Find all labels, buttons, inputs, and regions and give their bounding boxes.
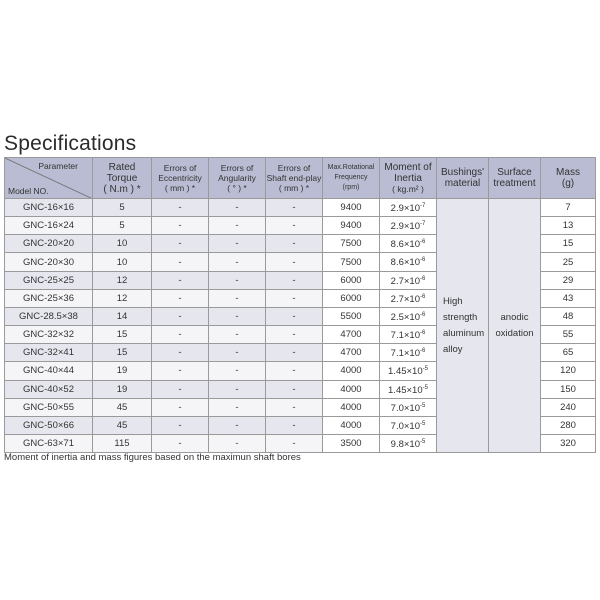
eccentricity-cell: -: [152, 435, 209, 453]
torque-cell: 45: [93, 416, 152, 434]
inertia-cell: $8.6\times 10^{-6}$: [380, 235, 437, 253]
page-title: Specifications: [4, 132, 137, 155]
rpm-cell: 9400: [323, 217, 380, 235]
torque-cell: 19: [93, 362, 152, 380]
torque-cell: 15: [93, 344, 152, 362]
model-cell: GNC-16×16: [5, 199, 93, 217]
model-cell: GNC-50×66: [5, 416, 93, 434]
rpm-cell: 6000: [323, 289, 380, 307]
angularity-cell: -: [209, 217, 266, 235]
rpm-cell: 4000: [323, 362, 380, 380]
endplay-cell: -: [266, 416, 323, 434]
model-cell: GNC-40×52: [5, 380, 93, 398]
rpm-cell: 4000: [323, 380, 380, 398]
endplay-cell: -: [266, 362, 323, 380]
rpm-cell: 3500: [323, 435, 380, 453]
mass-cell: 280: [541, 416, 596, 434]
rpm-cell: 4000: [323, 416, 380, 434]
rpm-cell: 4700: [323, 326, 380, 344]
header-inertia: Moment of Inertia ( kg.m² ): [380, 158, 437, 199]
inertia-cell: $9.8\times 10^{-5}$: [380, 435, 437, 453]
endplay-cell: -: [266, 307, 323, 325]
mass-cell: 15: [541, 235, 596, 253]
model-cell: GNC-50×55: [5, 398, 93, 416]
header-endplay: Errors of Shaft end-play ( mm ) *: [266, 158, 323, 199]
rpm-cell: 5500: [323, 307, 380, 325]
inertia-cell: $2.7\times 10^{-6}$: [380, 289, 437, 307]
mass-cell: 150: [541, 380, 596, 398]
eccentricity-cell: -: [152, 217, 209, 235]
mass-cell: 13: [541, 217, 596, 235]
model-cell: GNC-25×36: [5, 289, 93, 307]
torque-cell: 115: [93, 435, 152, 453]
model-cell: GNC-16×24: [5, 217, 93, 235]
model-cell: GNC-63×71: [5, 435, 93, 453]
torque-cell: 19: [93, 380, 152, 398]
angularity-cell: -: [209, 362, 266, 380]
header-surface: Surface treatment: [489, 158, 541, 199]
inertia-cell: $2.5\times 10^{-6}$: [380, 307, 437, 325]
model-cell: GNC-40×44: [5, 362, 93, 380]
eccentricity-cell: -: [152, 289, 209, 307]
rpm-cell: 4000: [323, 398, 380, 416]
rpm-cell: 4700: [323, 344, 380, 362]
angularity-cell: -: [209, 398, 266, 416]
angularity-cell: -: [209, 307, 266, 325]
mass-cell: 48: [541, 307, 596, 325]
eccentricity-cell: -: [152, 199, 209, 217]
endplay-cell: -: [266, 289, 323, 307]
model-cell: GNC-20×30: [5, 253, 93, 271]
endplay-cell: -: [266, 235, 323, 253]
torque-cell: 45: [93, 398, 152, 416]
endplay-cell: -: [266, 253, 323, 271]
torque-cell: 14: [93, 307, 152, 325]
model-cell: GNC-20×20: [5, 235, 93, 253]
inertia-cell: $2.9\times 10^{-7}$: [380, 199, 437, 217]
torque-cell: 15: [93, 326, 152, 344]
endplay-cell: -: [266, 217, 323, 235]
rpm-cell: 7500: [323, 253, 380, 271]
angularity-cell: -: [209, 380, 266, 398]
endplay-cell: -: [266, 398, 323, 416]
mass-cell: 320: [541, 435, 596, 453]
endplay-cell: -: [266, 199, 323, 217]
torque-cell: 10: [93, 253, 152, 271]
model-cell: GNC-32×32: [5, 326, 93, 344]
rpm-cell: 7500: [323, 235, 380, 253]
angularity-cell: -: [209, 235, 266, 253]
angularity-cell: -: [209, 416, 266, 434]
eccentricity-cell: -: [152, 271, 209, 289]
endplay-cell: -: [266, 271, 323, 289]
header-rated-torque: Rated Torque ( N.m ) *: [93, 158, 152, 199]
surface-treatment-cell: anodic oxidation: [489, 199, 541, 453]
angularity-cell: -: [209, 326, 266, 344]
footnote: Moment of inertia and mass figures based on the maximun shaft bores: [4, 452, 301, 463]
torque-cell: 10: [93, 235, 152, 253]
model-cell: GNC-28.5×38: [5, 307, 93, 325]
header-parameter: Parameter: [38, 161, 78, 171]
inertia-cell: $2.7\times 10^{-6}$: [380, 271, 437, 289]
endplay-cell: -: [266, 344, 323, 362]
angularity-cell: -: [209, 271, 266, 289]
mass-cell: 7: [541, 199, 596, 217]
header-angularity: Errors of Angularity ( ° ) *: [209, 158, 266, 199]
header-parameter-model: [5, 158, 93, 199]
header-eccentricity: Errors of Eccentricity ( mm ) *: [152, 158, 209, 199]
header-row: [5, 158, 596, 199]
model-cell: GNC-32×41: [5, 344, 93, 362]
model-cell: GNC-25×25: [5, 271, 93, 289]
mass-cell: 25: [541, 253, 596, 271]
mass-cell: 120: [541, 362, 596, 380]
torque-cell: 5: [93, 217, 152, 235]
mass-cell: 29: [541, 271, 596, 289]
header-model-no: Model NO.: [8, 186, 49, 196]
eccentricity-cell: -: [152, 398, 209, 416]
header-mass: Mass (g): [541, 158, 596, 199]
eccentricity-cell: -: [152, 326, 209, 344]
angularity-cell: -: [209, 289, 266, 307]
eccentricity-cell: -: [152, 416, 209, 434]
rpm-cell: 9400: [323, 199, 380, 217]
bushing-material-cell: High strength aluminum alloy: [437, 199, 489, 453]
inertia-cell: $1.45\times 10^{-5}$: [380, 362, 437, 380]
inertia-cell: $7.0\times 10^{-5}$: [380, 416, 437, 434]
specifications-table: [4, 157, 596, 453]
torque-cell: 12: [93, 289, 152, 307]
angularity-cell: -: [209, 199, 266, 217]
eccentricity-cell: -: [152, 253, 209, 271]
angularity-cell: -: [209, 435, 266, 453]
eccentricity-cell: -: [152, 307, 209, 325]
header-max-speed: Max.Rotational Frequency (rpm): [323, 158, 380, 199]
inertia-cell: $1.45\times 10^{-5}$: [380, 380, 437, 398]
angularity-cell: -: [209, 253, 266, 271]
table-body: [5, 199, 596, 453]
header-bushings: Bushings' material: [437, 158, 489, 199]
mass-cell: 65: [541, 344, 596, 362]
eccentricity-cell: -: [152, 380, 209, 398]
mass-cell: 43: [541, 289, 596, 307]
mass-cell: 55: [541, 326, 596, 344]
eccentricity-cell: -: [152, 344, 209, 362]
inertia-cell: $7.1\times 10^{-6}$: [380, 344, 437, 362]
eccentricity-cell: -: [152, 235, 209, 253]
endplay-cell: -: [266, 380, 323, 398]
endplay-cell: -: [266, 435, 323, 453]
inertia-cell: $2.9\times 10^{-7}$: [380, 217, 437, 235]
inertia-cell: $8.6\times 10^{-6}$: [380, 253, 437, 271]
inertia-cell: $7.1\times 10^{-6}$: [380, 326, 437, 344]
rpm-cell: 6000: [323, 271, 380, 289]
eccentricity-cell: -: [152, 362, 209, 380]
endplay-cell: -: [266, 326, 323, 344]
torque-cell: 5: [93, 199, 152, 217]
inertia-cell: $7.0\times 10^{-5}$: [380, 398, 437, 416]
table-row: [5, 199, 596, 217]
mass-cell: 240: [541, 398, 596, 416]
angularity-cell: -: [209, 344, 266, 362]
torque-cell: 12: [93, 271, 152, 289]
